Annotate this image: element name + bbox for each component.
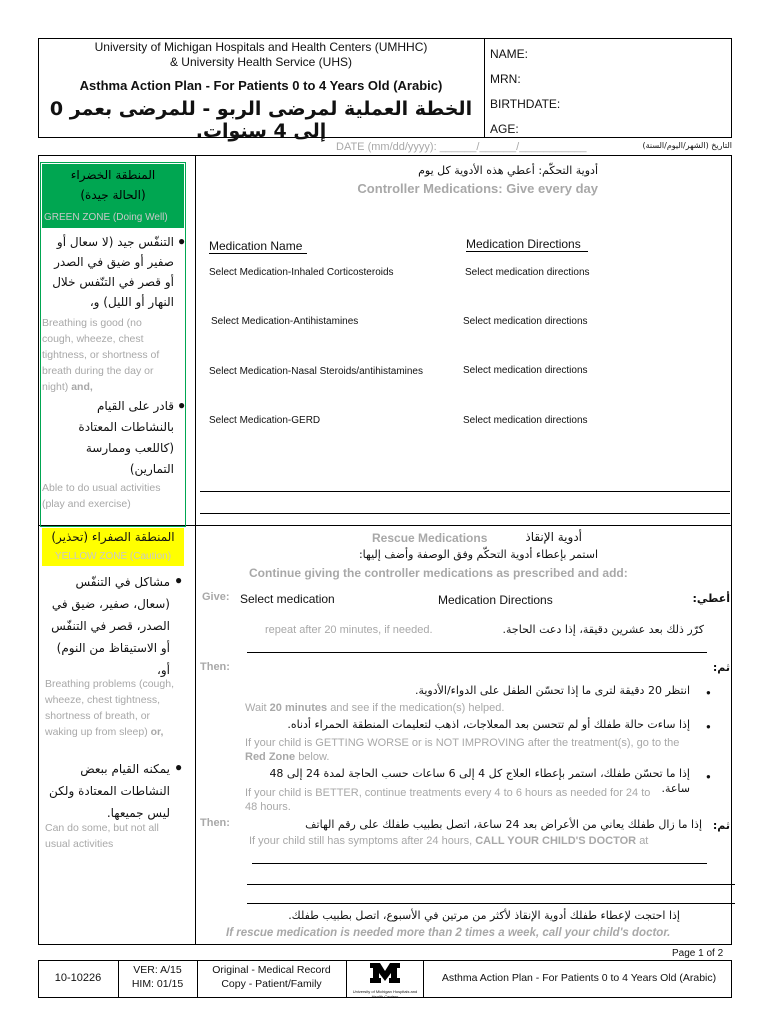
green-item-1-and: and, <box>71 381 93 393</box>
then-label-2: Then: <box>200 817 230 829</box>
yellow-item-2-arabic: يمكنه القيام ببعض النشاطات المعتادة ولكن ليس جميعها. <box>49 762 170 820</box>
original-note: Original - Medical Record <box>212 964 331 976</box>
green-zone-status-arabic: (الحالة جيدة) <box>80 188 146 202</box>
controller-heading-english: Controller Medications: Give every day <box>357 181 598 196</box>
institution-line-1: University of Michigan Hospitals and Health Centers (UMHHC) <box>94 40 428 54</box>
green-zone-title-arabic: المنطقة الخضراء <box>70 168 156 182</box>
him-date: HIM: 01/15 <box>131 978 184 990</box>
date-field-english[interactable]: DATE (mm/dd/yyyy): ______/______/___________ <box>336 141 587 153</box>
blank-line[interactable] <box>200 491 730 492</box>
twice-week-english: If rescue medication is needed more than 2 times a week, call your child's doctor. <box>226 927 671 939</box>
bullet: ● <box>175 760 183 774</box>
yellow-item-1-arabic: مشاكل في التنفّس (سعال، صفير، ضيق في الصدر، قصر في التنفّس أو الاستيقاظ من النوم) أو، <box>51 575 170 677</box>
date-field-arabic: التاريخ (الشهر/اليوم/السنة) <box>642 141 732 150</box>
then-label-2-arabic: ثم: <box>712 819 730 832</box>
rescue-heading-arabic: أدوية الإنقاذ <box>525 530 582 544</box>
footer-title: Asthma Action Plan - For Patients 0 to 4 Years Old (Arabic) <box>441 972 717 984</box>
yellow-item-2-english: Can do some, but not all usual activities <box>45 822 159 850</box>
name-field[interactable]: NAME: <box>490 47 529 61</box>
version: VER: A/15 <box>133 964 182 976</box>
worse-english <box>245 736 700 764</box>
bullet: ● <box>706 722 711 731</box>
yellow-item-1-or: or, <box>150 726 164 738</box>
blank-line[interactable] <box>247 652 707 653</box>
medication-directions-select[interactable]: Select medication directions <box>463 415 588 426</box>
medication-name-select[interactable]: Select Medication-Nasal Steroids/antihistamines <box>209 366 423 377</box>
mrn-field[interactable]: MRN: <box>490 72 521 86</box>
title-english: Asthma Action Plan - For Patients 0 to 4 Years Old (Arabic) <box>79 78 443 93</box>
give-label-arabic: أعطي: <box>692 592 730 605</box>
repeat-arabic: كرّر ذلك بعد عشرين دقيقة، إذا دعت الحاجة. <box>502 623 704 636</box>
controller-heading-arabic: أدوية التحكّم: أعطي هذه الأدوية كل يوم <box>418 164 598 177</box>
wait-english <box>245 702 504 714</box>
green-item-1-arabic: التنفّس جيد (لا سعال أو صفير أو ضيق في الصدر أو قصر في التنّفس خلال النهار أو الليل) و، <box>52 235 174 309</box>
worse-arabic: إذا ساءت حالة طفلك أو لم تتحسن بعد المعلاجات، اذهب لتعليمات المنطقة الحمراء أدناه. <box>287 718 690 731</box>
blank-line[interactable] <box>247 903 735 904</box>
twice-week-arabic: إذا احتجت لإعطاء طفلك أدوية الإنقاذ لأكثر من مرتين في الأسبوع، اتصل بطبيب طفلك. <box>288 909 680 922</box>
bullet: ● <box>178 398 186 412</box>
still-symptoms-arabic: إذا ما زال طفلك يعاني من الأعراض بعد 24 ساعة، اتصل بطبيب طفلك على رقم الهاتف <box>305 818 702 831</box>
medication-name-select[interactable]: Select Medication-GERD <box>209 415 321 426</box>
yellow-item-1-english <box>45 676 177 740</box>
medication-directions-select[interactable]: Select medication directions <box>463 316 588 327</box>
blank-line[interactable] <box>252 863 707 864</box>
bullet: ● <box>706 772 711 781</box>
wait-text-minutes: 20 minutes <box>269 702 328 714</box>
medication-directions-select[interactable]: Select medication directions <box>465 267 590 278</box>
blank-line[interactable] <box>247 884 735 885</box>
medication-directions-select[interactable]: Select medication directions <box>463 365 588 376</box>
still-text-call: CALL YOUR CHILD'S DOCTOR <box>475 835 637 847</box>
better-arabic: إذا ما تحسّن طفلك، استمر بإعطاء العلاج كل 4 إلى 6 ساعات حسب الحاجة لمدة 24 إلى 48 ساعة. <box>269 767 690 795</box>
medication-name-select[interactable]: Select Medication-Inhaled Corticosteroids <box>209 267 394 278</box>
yellow-zone-label: YELLOW ZONE (Caution) <box>54 551 172 562</box>
worse-text-red-zone: Red Zone <box>245 751 296 763</box>
institution-line-2: & University Health Service (UHS) <box>169 55 353 69</box>
page-number: Page 1 of 2 <box>672 948 724 959</box>
then-label: Then: <box>200 661 230 673</box>
still-text-1: If your child still has symptoms after 24 hours, <box>249 835 473 847</box>
rescue-heading-english: Rescue Medications <box>372 531 488 545</box>
logo-text: University of Michigan Hospitals and Health Centers <box>352 989 418 999</box>
wait-text-2: and see if the medication(s) helped. <box>330 702 505 714</box>
michigan-logo <box>352 962 418 999</box>
col-header-medication-directions: Medication Directions <box>466 237 581 251</box>
blank-line[interactable] <box>200 513 730 514</box>
then-label-arabic: ثم: <box>712 661 730 674</box>
better-english: If your child is BETTER, continue treatments every 4 to 6 hours as needed for 24 to 48 hours. <box>245 787 651 813</box>
medication-name-select[interactable]: Select Medication-Antihistamines <box>211 316 359 327</box>
col-header-medication-name: Medication Name <box>209 239 303 253</box>
green-zone-label: GREEN ZONE (Doing Well) <box>44 212 168 223</box>
green-item-1-text: Breathing is good (no cough, wheeze, chest tightness, or shortness of breath during the day or night) <box>42 317 160 393</box>
bullet: ● <box>175 573 183 587</box>
rescue-instruction-arabic: استمر بإعطاء أدوية التحكّم وفق الوصفة وأضف إليها: <box>358 548 598 561</box>
wait-arabic: انتظر 20 دقيقة لترى ما إذا تحسّن الطفل على الدواء/الأدوية. <box>414 684 690 697</box>
yellow-zone-title-arabic: المنطقة الصفراء (تحذير) <box>51 530 175 544</box>
give-label: Give: <box>202 591 230 603</box>
worse-text-1: If your child is GETTING WORSE or is NOT IMPROVING after the treatment(s), go to the <box>245 737 680 749</box>
rescue-instruction-english: Continue giving the controller medications as prescribed and add: <box>249 566 628 580</box>
repeat-english: repeat after 20 minutes, if needed. <box>265 624 433 636</box>
worse-text-2: below. <box>298 751 330 763</box>
rescue-medication-directions[interactable]: Medication Directions <box>438 593 553 607</box>
age-field[interactable]: AGE: <box>490 122 519 136</box>
birthdate-field[interactable]: BIRTHDATE: <box>490 97 561 111</box>
yellow-item-1-text: Breathing problems (cough, wheeze, chest tightness, shortness of breath, or waking up from sleep) <box>45 678 174 738</box>
title-arabic: الخطة العملية لمرضى الربو - للمرضى بعمر 0 إلى 4 سنوات. <box>49 98 473 142</box>
bullet: ● <box>178 234 186 248</box>
still-text-2: at <box>639 835 649 847</box>
rescue-medication-select[interactable]: Select medication <box>240 592 335 606</box>
copy-note: Copy - Patient/Family <box>221 978 322 990</box>
green-item-2-arabic: قادر على القيام بالنشاطات المعتادة (كاللعب وممارسة التمارين) <box>78 399 174 476</box>
block-m-icon <box>352 962 418 984</box>
wait-text-1: Wait <box>245 702 267 714</box>
green-item-1-english <box>42 315 174 395</box>
still-symptoms-english <box>249 835 648 847</box>
patient-fields <box>490 42 730 142</box>
bullet: ● <box>706 688 711 697</box>
green-item-2-english: Able to do usual activities (play and exercise) <box>42 482 161 510</box>
form-code: 10-10226 <box>54 972 102 984</box>
